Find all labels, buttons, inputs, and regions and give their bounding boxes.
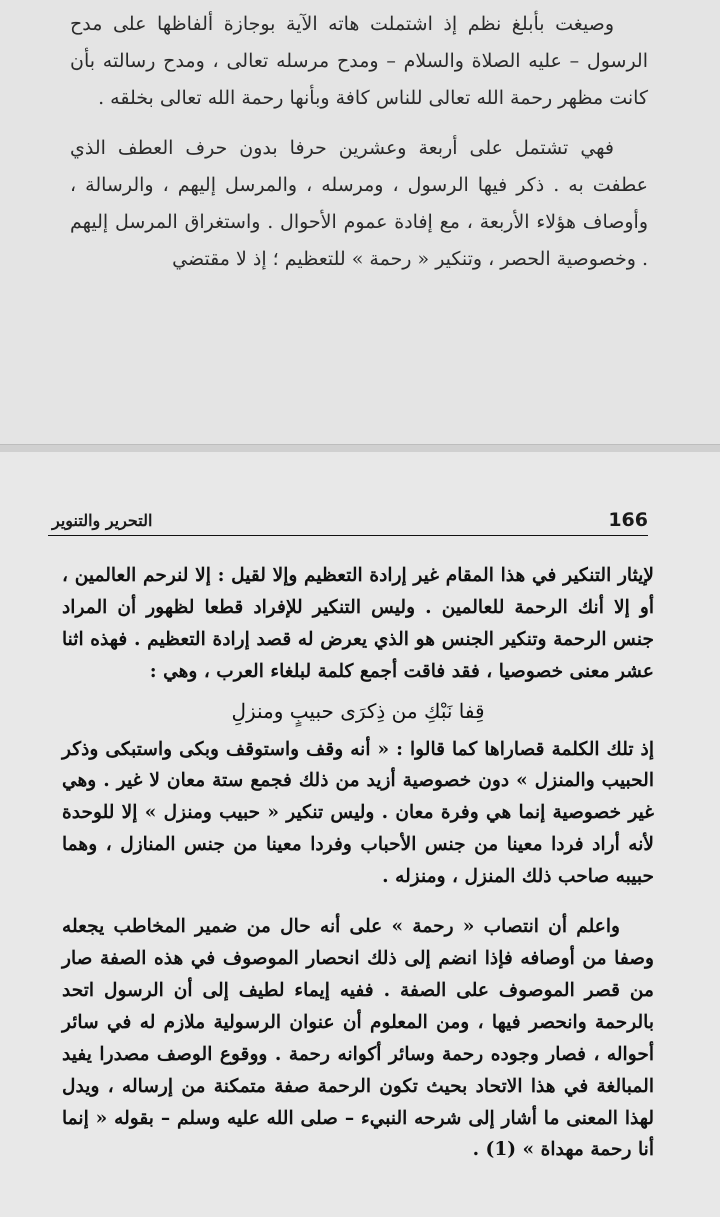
top-body-text [70,6,648,278]
bottom-body-text [62,560,654,1166]
bottom-paragraph-3: واعلم أن انتصاب « رحمة » على أنه حال من ضمير المخاطب يجعله وصفا من أوصافه فإذا انضم إلى ذلك انحصار الموصوف في هذه الصفة صار من قصر الموصوف على الصفة . ففيه إيماء لطيف إلى أن الرسول اتحد بالرحمة وانحصر فيها ، ومن المعلوم أن عنوان الرسولية ملازم له في سائر أحواله ، فصار وجوده رحمة وسائر أكوانه رحمة . ووقوع الوصف مصدرا يفيد المبالغة في هذا الاتحاد بحيث تكون الرحمة صفة متمكنة من إرساله ، ويدل لهذا المعنى ما أشار إلى شرحه النبيء – صلى الله عليه وسلم – بقوله « إنما أنا رحمة مهداة » (1) . [62,916,654,1161]
poetry-verse: قِفا نَبْكِ من ذِكرَى حبيبٍ ومنزلِ [231,698,485,723]
top-paragraph-1: وصيغت بأبلغ نظم إذ اشتملت هاته الآية بوجازة ألفاظها على مدح الرسول – عليه الصلاة والسلام – ومدح مرسله تعالى ، ومدح رسالته بأن كانت مظهر رحمة الله تعالى للناس كافة وبأنها رحمة الله تعالى بخلقه . [70,13,648,110]
running-title: التحرير والتنوير [52,511,153,530]
page-number: 166 [608,509,648,531]
top-page [0,0,720,444]
top-paragraph-2: فهي تشتمل على أربعة وعشرين حرفا بدون حرف العطف الذي عطفت به . ذكر فيها الرسول ، ومرسله ، والمرسل إليهم ، والرسالة ، وأوصاف هؤلاء الأربعة ، مع إفادة عموم الأحوال . واستغراق المرسل إليهم . وخصوصية الحصر ، وتنكير « رحمة » للتعظيم ؛ إذ لا مقتضي [70,136,648,271]
page-header [48,505,648,536]
bottom-paragraph-2: إذ تلك الكلمة قصاراها كما قالوا : « أنه وقف واستوقف وبكى واستبكى وذكر الحبيب والمنزل » دون خصوصية أزيد من ذلك فجمع ستة معان لا غير . وهي غير خصوصية إنما هي وفرة معان . وليس تنكير « حبيب ومنزل » إلا للوحدة لأنه أراد فردا معينا من جنس الأحباب وفردا معينا من جنس المنازل ، وهما حبيبه صاحب ذلك المنزل ، ومنزله . [62,738,654,888]
bottom-paragraph-1: لإيثار التنكير في هذا المقام غير إرادة التعظيم وإلا لقيل : إلا لنرحم العالمين ، أو إلا أنك الرحمة للعالمين . وليس التنكير للإفراد قطعا لظهور أن المراد جنس الرحمة وتنكير الجنس هو الذي يعرض له قصد إرادة التعظيم . فهذه اثنا عشر معنى خصوصيا ، فقد فاقت أجمع كلمة لبلغاء العرب ، وهي : [62,565,654,682]
